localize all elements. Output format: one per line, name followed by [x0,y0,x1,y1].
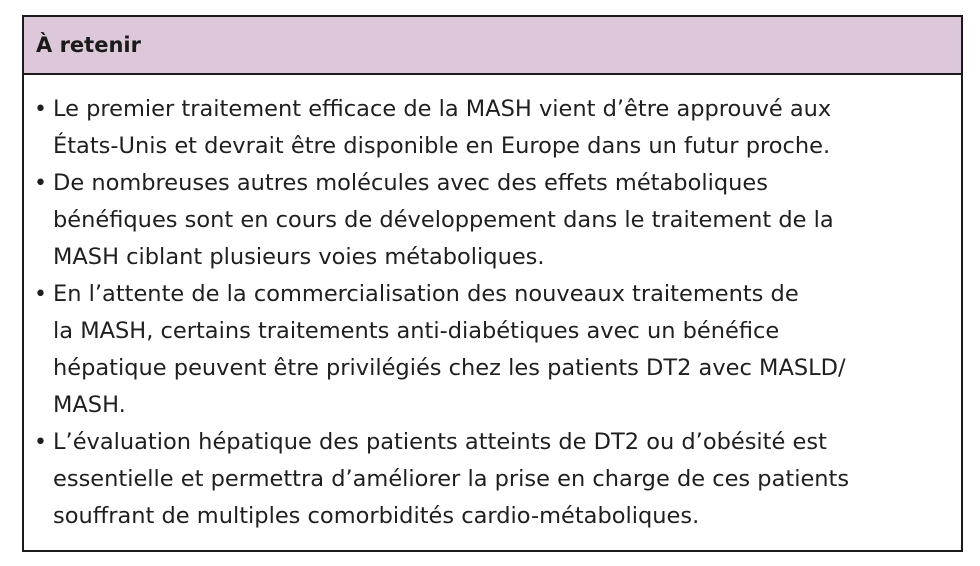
list-item-text [53,165,834,276]
key-points-list [24,75,961,535]
list-item [24,276,961,424]
text-line: L’évaluation hépatique des patients atteints de DT2 ou d’obésité est [53,429,827,455]
text-line: MASH. [53,392,126,418]
box-title: À retenir [36,33,141,57]
text-line: bénéfiques sont en cours de développement dans le traitement de la [53,207,834,233]
list-item [24,91,961,165]
list-item [24,424,961,535]
list-item-text [53,424,849,535]
bullet-icon: • [34,171,47,196]
list-item-text [53,276,846,424]
text-line: États-Unis et devrait être disponible en Europe dans un futur proche. [53,133,831,159]
key-points-box [22,15,963,552]
text-line: hépatique peuvent être privilégiés chez les patients DT2 avec MASLD/ [53,355,846,381]
list-item [24,165,961,276]
list-item-text [53,91,831,165]
text-line: la MASH, certains traitements anti-diabétiques avec un bénéfice [53,318,780,344]
bullet-icon: • [34,282,47,307]
box-header [24,17,961,75]
text-line: souffrant de multiples comorbidités cardio-métaboliques. [53,503,700,529]
text-line: Le premier traitement efficace de la MASH vient d’être approuvé aux [53,96,832,122]
text-line: essentielle et permettra d’améliorer la prise en charge de ces patients [53,466,850,492]
text-line: En l’attente de la commercialisation des nouveaux traitements de [53,281,799,307]
bullet-icon: • [34,97,47,122]
text-line: De nombreuses autres molécules avec des effets métaboliques [53,170,768,196]
text-line: MASH ciblant plusieurs voies métaboliques. [53,244,545,270]
bullet-icon: • [34,430,47,455]
